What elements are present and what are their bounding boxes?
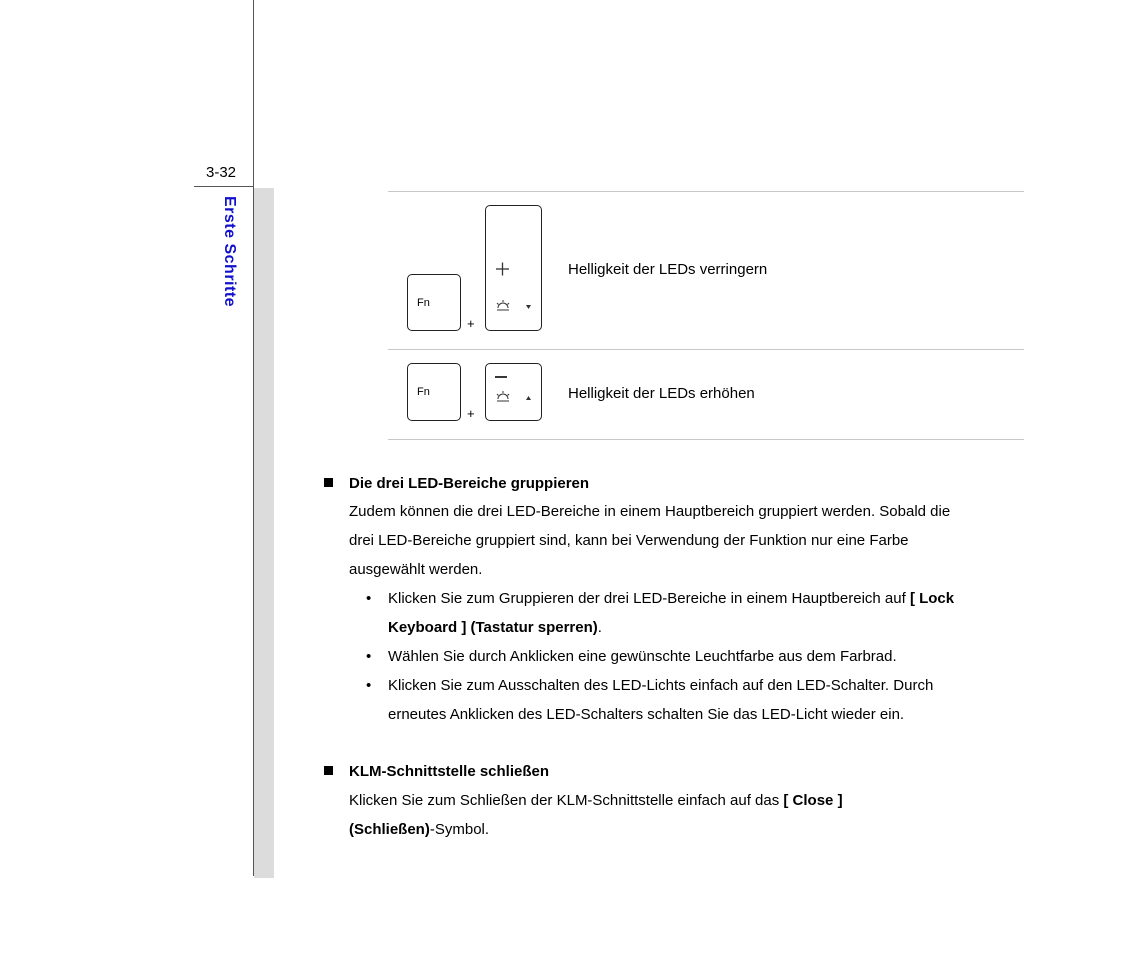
fn-key-label: Fn [417,386,430,398]
page-number-rule [194,186,254,187]
lock-keyboard-label: Keyboard ] (Tastatur sperren) [388,619,598,636]
plus-brightness-down-icon [486,206,543,332]
section-paragraph: Klicken Sie zum Schließen der KLM-Schnittstelle einfach auf das [ Close ] (Schließen)-Symbol. [349,792,843,838]
key-description: Helligkeit der LEDs erhöhen [568,385,755,402]
section-paragraph [349,497,950,584]
close-label: [ Close ] [783,792,843,809]
lock-keyboard-label: [ Lock [909,590,955,607]
square-bullet-icon [324,766,333,775]
paragraph-line: Zudem können die drei LED-Bereiche in einem Hauptbereich gruppiert werden. Sobald die [349,503,951,520]
page-number: 3-32 [206,164,237,181]
minus-brightness-up-key [485,363,542,421]
bullet-item: Klicken Sie zum Gruppieren der drei LED-Bereiche in einem Hauptbereich auf [ Lock Keyboard ] (Tastatur sperren). [388,590,955,636]
plus-brightness-down-key [485,205,542,331]
table-rule-middle [388,349,1024,350]
dot-bullet-icon: • [366,677,372,694]
fn-key [407,274,461,331]
paragraph-line: ausgewählt werden. [349,561,483,578]
minus-brightness-up-icon [486,364,543,422]
chapter-title: Erste Schritte [221,196,238,308]
section-heading: Die drei LED-Bereiche gruppieren [349,475,590,492]
paragraph-line: drei LED-Bereiche gruppiert sind, kann bei Verwendung der Funktion nur eine Farbe [349,532,909,549]
close-label: (Schließen) [349,821,430,838]
fn-key [407,363,461,421]
key-description: Helligkeit der LEDs verringern [568,261,768,278]
dot-bullet-icon: • [366,648,372,665]
square-bullet-icon [324,478,333,487]
table-rule-top [388,191,1024,192]
bullet-item: Klicken Sie zum Ausschalten des LED-Lichts einfach auf den LED-Schalter. Durch erneutes Anklicken des LED-Schalters schalten Sie das LED-Licht wieder ein. [388,677,934,723]
bullet-item: Wählen Sie durch Anklicken eine gewünschte Leuchtfarbe aus dem Farbrad. [388,648,897,665]
section-heading: KLM-Schnittstelle schließen [349,763,550,780]
table-rule-bottom [388,439,1024,440]
fn-key-label: Fn [417,297,430,309]
chapter-side-bar [254,188,274,878]
dot-bullet-icon: • [366,590,372,607]
plus-sign: + [467,316,475,331]
plus-sign: + [467,406,475,421]
